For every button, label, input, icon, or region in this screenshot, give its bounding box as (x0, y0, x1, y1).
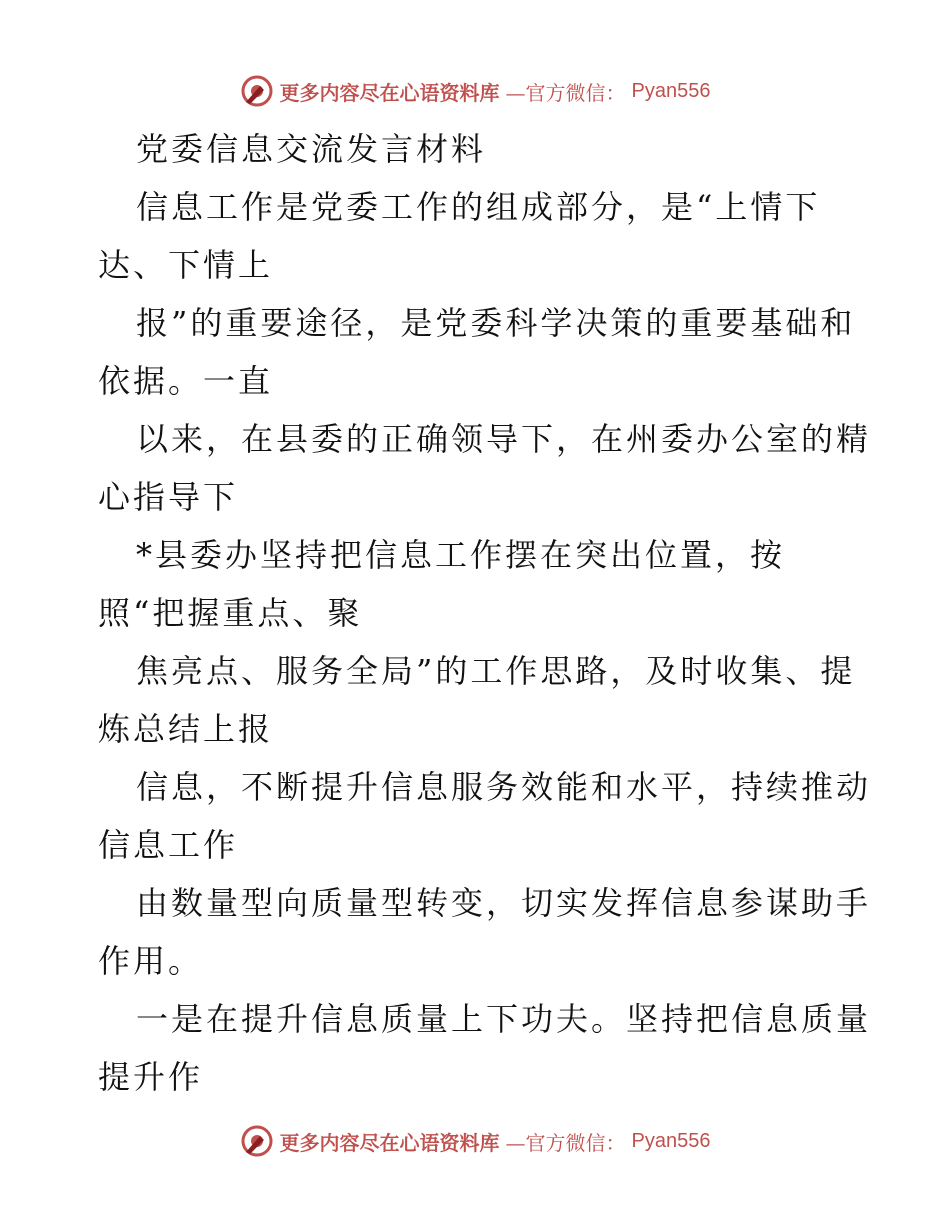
header-watermark (0, 71, 950, 111)
paragraph-line: 信息工作 (98, 826, 239, 864)
footer-wechat-id: Pyan556 (631, 1129, 711, 1152)
paragraph-line: 由数量型向质量型转变，切实发挥信息参谋助手 (136, 884, 872, 922)
pen-logo-icon (240, 74, 274, 108)
document-title: 党委信息交流发言材料 (136, 130, 487, 168)
header-wechat-label: —官方微信： (505, 80, 626, 105)
paragraph-line: 心指导下 (98, 478, 239, 516)
paragraph-line: *县委办坚持把信息工作摆在突出位置，按 (136, 536, 786, 574)
paragraph-line: 以来，在县委的正确领导下，在州委办公室的精 (136, 420, 872, 458)
footer-wechat-label: —官方微信： (505, 1130, 626, 1155)
paragraph-line: 依据。一直 (98, 362, 274, 400)
paragraph-line: 报”的重要途径，是党委科学决策的重要基础和 (136, 304, 856, 342)
footer-site-text: 更多内容尽在心语资料库 (279, 1130, 500, 1155)
paragraph-line: 信息，不断提升信息服务效能和水平，持续推动 (136, 768, 872, 806)
paragraph-line: 炼总结上报 (98, 710, 274, 748)
paragraph-line: 照“把握重点、聚 (98, 594, 363, 632)
paragraph-line: 信息工作是党委工作的组成部分，是“上情下 (136, 188, 821, 226)
header-wechat-id: Pyan556 (631, 79, 711, 102)
paragraph-line: 焦亮点、服务全局”的工作思路，及时收集、提 (136, 652, 856, 690)
document-body (98, 120, 872, 1106)
footer-watermark (0, 1121, 950, 1161)
pen-logo-icon (240, 1124, 274, 1158)
header-site-text: 更多内容尽在心语资料库 (279, 80, 500, 105)
paragraph-line: 一是在提升信息质量上下功夫。坚持把信息质量 (136, 1000, 872, 1038)
paragraph-line: 达、下情上 (98, 246, 274, 284)
paragraph-line: 提升作 (98, 1058, 204, 1096)
paragraph-line: 作用。 (98, 942, 204, 980)
